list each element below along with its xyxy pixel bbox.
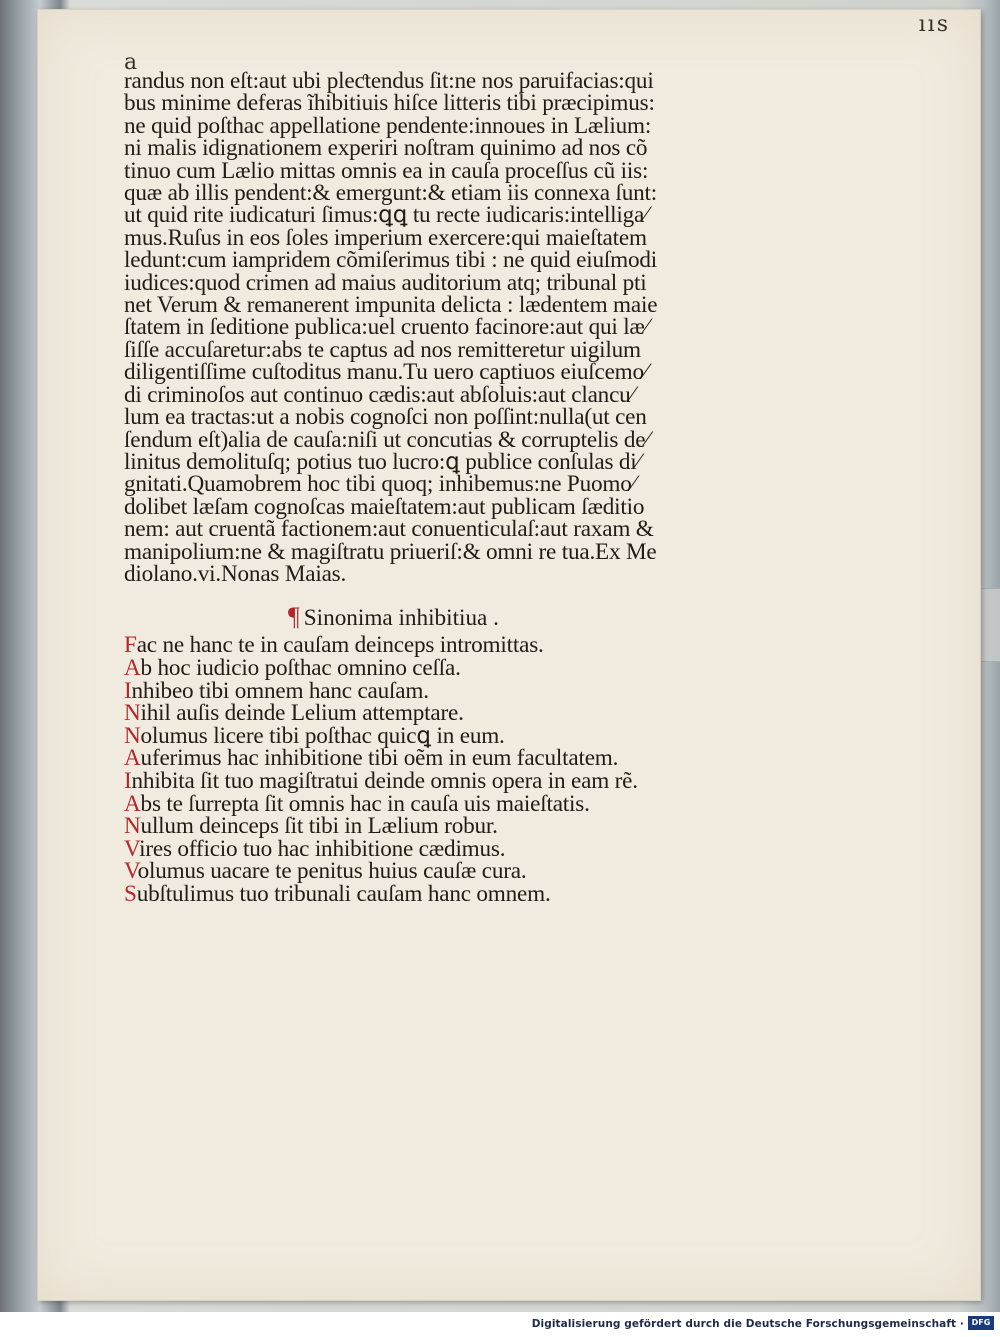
text-line: ſendum eſt)alia de cauſa:niſi ut concutias & corruptelis de⁄	[124, 426, 650, 453]
text-line: bus minime deferas ĩhibitiuis hiſce litteris tibi præcipimus:	[124, 90, 655, 117]
synonym-line	[124, 634, 784, 657]
text-line: ne quid poſthac appellatione pendente:innoues in Lælium:	[124, 112, 652, 139]
synonym-line	[124, 702, 784, 725]
text-line: di criminoſos aut continuo cædis:aut abſoluis:aut clancu⁄	[124, 381, 635, 408]
rubricated-initial: I	[124, 677, 132, 704]
synonym-text: ihil auſis deinde Lelium attemptare.	[140, 700, 464, 727]
text-line: linitus demolituſq; potius tuo lucro:ꝗ publice conſulas di⁄	[124, 448, 641, 475]
synonym-line	[124, 790, 784, 817]
body-paragraph	[124, 70, 784, 585]
text-line: lum ea tractas:ut a nobis cognoſci non poſſint:nulla(ut cen	[124, 404, 647, 431]
rubricated-initial: N	[124, 813, 141, 840]
synonym-line	[124, 722, 784, 749]
text-line: gnitati.Quamobrem hoc tibi quoq; inhibemus:ne Puomo⁄	[124, 471, 636, 498]
section-heading-text: Sinonima inhibitiua .	[303, 605, 499, 632]
rubricated-initial: A	[124, 654, 141, 681]
synonym-line	[124, 767, 784, 794]
text-line: ſiſſe accuſaretur:abs te captus ad nos remitteretur uigilum	[124, 336, 641, 363]
dfg-credit: Digitalisierung gefördert durch die Deutsche Forschungsgemeinschaft ·	[531, 1318, 964, 1330]
rubricated-initial: F	[124, 632, 137, 659]
text-line: tinuo cum Lælio mittas omnis ea in cauſa proceſſus cũ iis:	[124, 157, 649, 184]
synonym-line	[124, 815, 784, 838]
synonym-line	[124, 860, 784, 883]
corner-mark: a	[124, 50, 138, 75]
dfg-logo: DFG	[968, 1316, 994, 1330]
synonym-list	[124, 634, 784, 905]
rubricated-initial: V	[124, 835, 140, 862]
text-block	[124, 70, 784, 905]
synonym-text: ac ne hanc te in cauſam deinceps intromittas.	[136, 632, 544, 659]
rubricated-initial: N	[124, 700, 141, 727]
synonym-text: ullum deinceps ſit tibi in Lælium robur.	[140, 813, 498, 840]
section-heading	[124, 602, 784, 632]
pilcrow-mark: ¶	[288, 602, 300, 632]
synonym-line	[124, 654, 784, 681]
text-line: randus non eſt:aut ubi pleƈtendus ſit:ne nos paruifacias:qui	[124, 68, 654, 94]
text-line: dolibet læſam cognoſcas maieſtatem:aut publicam ſæditio	[124, 493, 645, 520]
synonym-text: nhibeo tibi omnem hanc cauſam.	[131, 677, 429, 704]
text-line: diolano.vi.Nonas Maias.	[124, 560, 347, 587]
synonym-text: olumus uacare te penitus huius cauſæ cura.	[137, 858, 527, 885]
text-line: mus.Ruſus in eos ſoles imperium exercere:qui maieſtatem	[124, 224, 647, 251]
rubricated-initial: A	[124, 745, 141, 772]
text-line: nem: aut cruentã factionem:aut conuenticulaſ:aut raxam &	[124, 516, 654, 543]
text-line: manipolium:ne & magiſtratu priueriſ:& omni re tua.Ex Me	[124, 538, 657, 565]
rubricated-initial: A	[124, 790, 141, 817]
text-line: quæ ab illis pendent:& emergunt:& etiam iis connexa ſunt:	[124, 180, 657, 207]
rubricated-initial: N	[124, 722, 141, 749]
synonym-text: b hoc iudicio poſthac omnino ceſſa.	[140, 654, 461, 681]
text-line: ut quid rite iudicaturi ſimus:ꝗꝗ tu recte iudicaris:intelliga⁄	[124, 202, 648, 229]
synonym-line	[124, 880, 784, 907]
synonym-text: uferimus hac inhibitione tibi oẽm in eum facultatem.	[140, 745, 619, 772]
text-line: net Verum & remanerent impunita delicta : lædentem maie	[124, 292, 658, 319]
text-line: ſtatem in ſeditione publica:uel cruento facinore:aut qui læ⁄	[124, 314, 649, 341]
synonym-line	[124, 677, 784, 704]
synonym-text: nhibita ſit tuo magiſtratui deinde omnis opera in eam rẽ.	[131, 767, 638, 794]
folio-number: ııs	[918, 12, 950, 37]
rubricated-initial: S	[124, 880, 137, 907]
synonym-text: olumus licere tibi poſthac quicꝗ in eum.	[140, 722, 505, 749]
text-line: iudices:quod crimen ad maius auditorium atq; tribunal pti	[124, 269, 647, 296]
synonym-line	[124, 747, 784, 770]
synonym-text: ires officio tuo hac inhibitione cædimus.	[139, 835, 506, 862]
synonym-text: ubſtulimus tuo tribunali cauſam hanc omnem.	[136, 880, 551, 907]
text-line: diligentiſſime cuſtoditus manu.Tu uero captiuos eiuſcemo⁄	[124, 359, 648, 386]
rubricated-initial: V	[124, 858, 138, 885]
synonym-text: bs te ſurrepta ſit omnis hac in cauſa uis maieſtatis.	[140, 790, 590, 817]
section-gap	[124, 585, 784, 605]
text-line: ni malis idignationem experiri noſtram quinimo ad nos cõ	[124, 135, 648, 162]
synonym-line	[124, 835, 784, 862]
rubricated-initial: I	[124, 767, 132, 794]
text-line: ledunt:cum iampridem cõmiſerimus tibi : ne quid eiuſmodi	[124, 247, 657, 274]
